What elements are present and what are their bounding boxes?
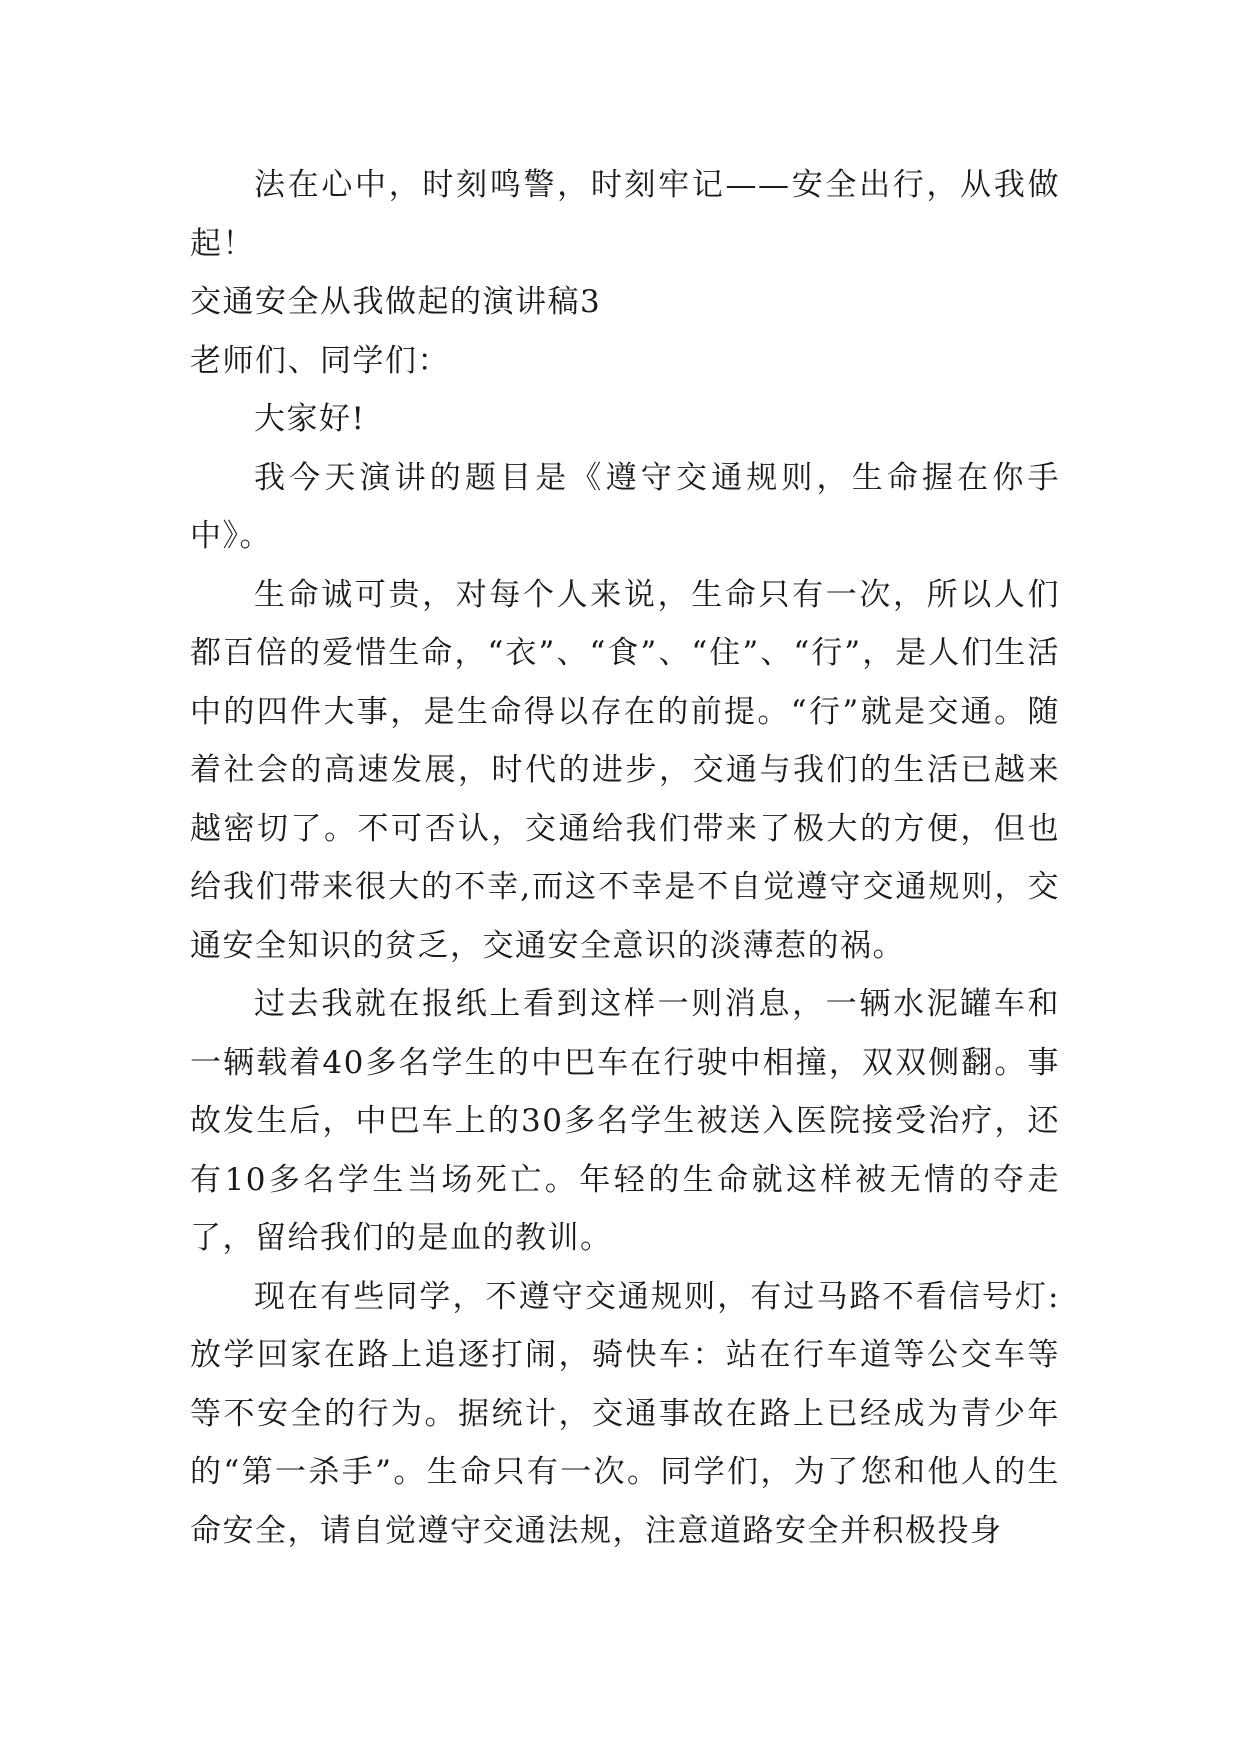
paragraph-closing-line: 法在心中，时刻鸣警，时刻牢记——安全出行，从我做起！: [190, 167, 1060, 262]
paragraph-news-story: 过去我就在报纸上看到这样一则消息，一辆水泥罐车和一辆载着40多名学生的中巴车在行驶中相撞，双双侧翻。事故发生后，中巴车上的30多名学生被送入医院接受治疗，还有10多名学生当场死亡。年轻的生命就这样被无情的夺走了，留给我们的是血的教训。: [190, 986, 1060, 1256]
salutation: 老师们、同学们：: [190, 342, 450, 379]
paragraph-topic: 我今天演讲的题目是《遵守交通规则，生命握在你手中》。: [190, 459, 1060, 554]
paragraph-unsafe-behavior: 现在有些同学，不遵守交通规则，有过马路不看信号灯:放学回家在路上追逐打闹，骑快车：站在行车道等公交车等等不安全的行为。据统计，交通事故在路上已经成为青少年的“第一杀手”。生命只有一次。同学们，为了您和他人的生命安全，请自觉遵守交通法规，注意道路安全并积极投身: [190, 1278, 1060, 1549]
paragraph-life-value: 生命诚可贵，对每个人来说，生命只有一次，所以人们都百倍的爱惜生命，“衣”、“食”、“住”、“行”，是人们生活中的四件大事，是生命得以存在的前提。“行”就是交通。随着社会的高速发展，时代的进步，交通与我们的生活已越来越密切了。不可否认，交通给我们带来了极大的方便，但也给我们带来很大的不幸,而这不幸是不自觉遵守交通规则，交通安全知识的贫乏，交通安全意识的淡薄惹的祸。: [190, 576, 1060, 964]
speech-title: 交通安全从我做起的演讲稿3: [190, 284, 602, 320]
document-body: [190, 156, 1060, 1560]
greeting: 大家好!: [254, 401, 366, 437]
